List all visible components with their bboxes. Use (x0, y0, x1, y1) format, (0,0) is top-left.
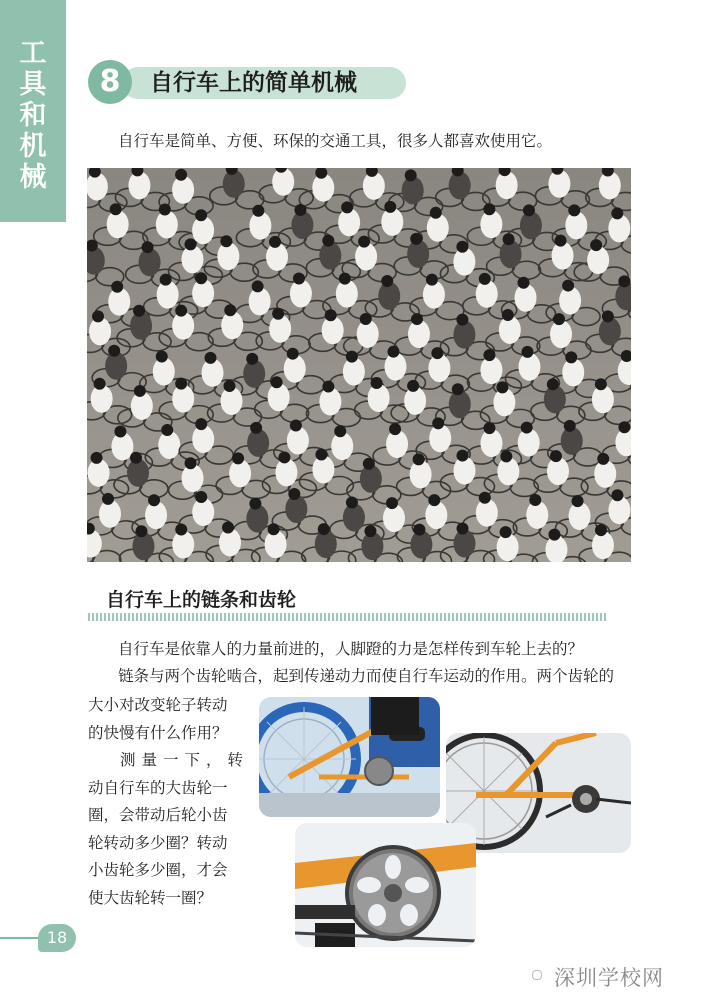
chapter-title (0, 38, 66, 193)
watermark: 深圳学校网 (554, 966, 664, 990)
lesson-banner (88, 60, 406, 104)
page-number: 18 (38, 924, 76, 952)
section-divider (88, 613, 608, 621)
text-line: 轮转动多少圈？转动 (88, 833, 228, 852)
chapter-char: 械 (19, 162, 47, 193)
text-line: 小齿轮多少圈，才会 (88, 861, 228, 879)
text-line: 大小对改变轮子转动 (88, 696, 228, 714)
question-paragraph: 自行车是依靠人的力量前进的，人脚蹬的力是怎样传到车轮上去的？ (118, 640, 584, 658)
text-line: 测量一下，转 (120, 751, 250, 769)
pedal-chainring-photo (259, 697, 440, 817)
chapter-side-tab (0, 0, 66, 222)
explanation-paragraph: 链条与两个齿轮啮合，起到传递动力而使自行车运动的作用。两个齿轮的 (118, 667, 615, 685)
page-number-rule (0, 937, 40, 939)
explanation-continued (88, 692, 256, 912)
chapter-char: 和 (19, 100, 47, 131)
intro-paragraph: 自行车是简单、方便、环保的交通工具，很多人都喜欢使用它。 (118, 132, 553, 150)
cyclists-crowd-photo (87, 168, 631, 562)
text-line: 动自行车的大齿轮一 (88, 778, 228, 797)
chapter-char: 机 (19, 131, 47, 162)
crowd-illustration (87, 168, 631, 562)
chapter-char: 工 (19, 38, 47, 69)
lesson-number: 8 (88, 60, 132, 104)
lesson-title: 自行车上的简单机械 (150, 70, 357, 96)
chainring-closeup-photo (295, 823, 476, 947)
text-line: 圈，会带动后轮小齿 (88, 806, 228, 824)
section-heading: 自行车上的链条和齿轮 (106, 589, 297, 611)
watermark-mark (532, 970, 542, 980)
text-line: 使大齿轮转一圈？ (88, 888, 213, 907)
chapter-char: 具 (19, 69, 47, 100)
text-line: 的快慢有什么作用？ (88, 723, 228, 742)
